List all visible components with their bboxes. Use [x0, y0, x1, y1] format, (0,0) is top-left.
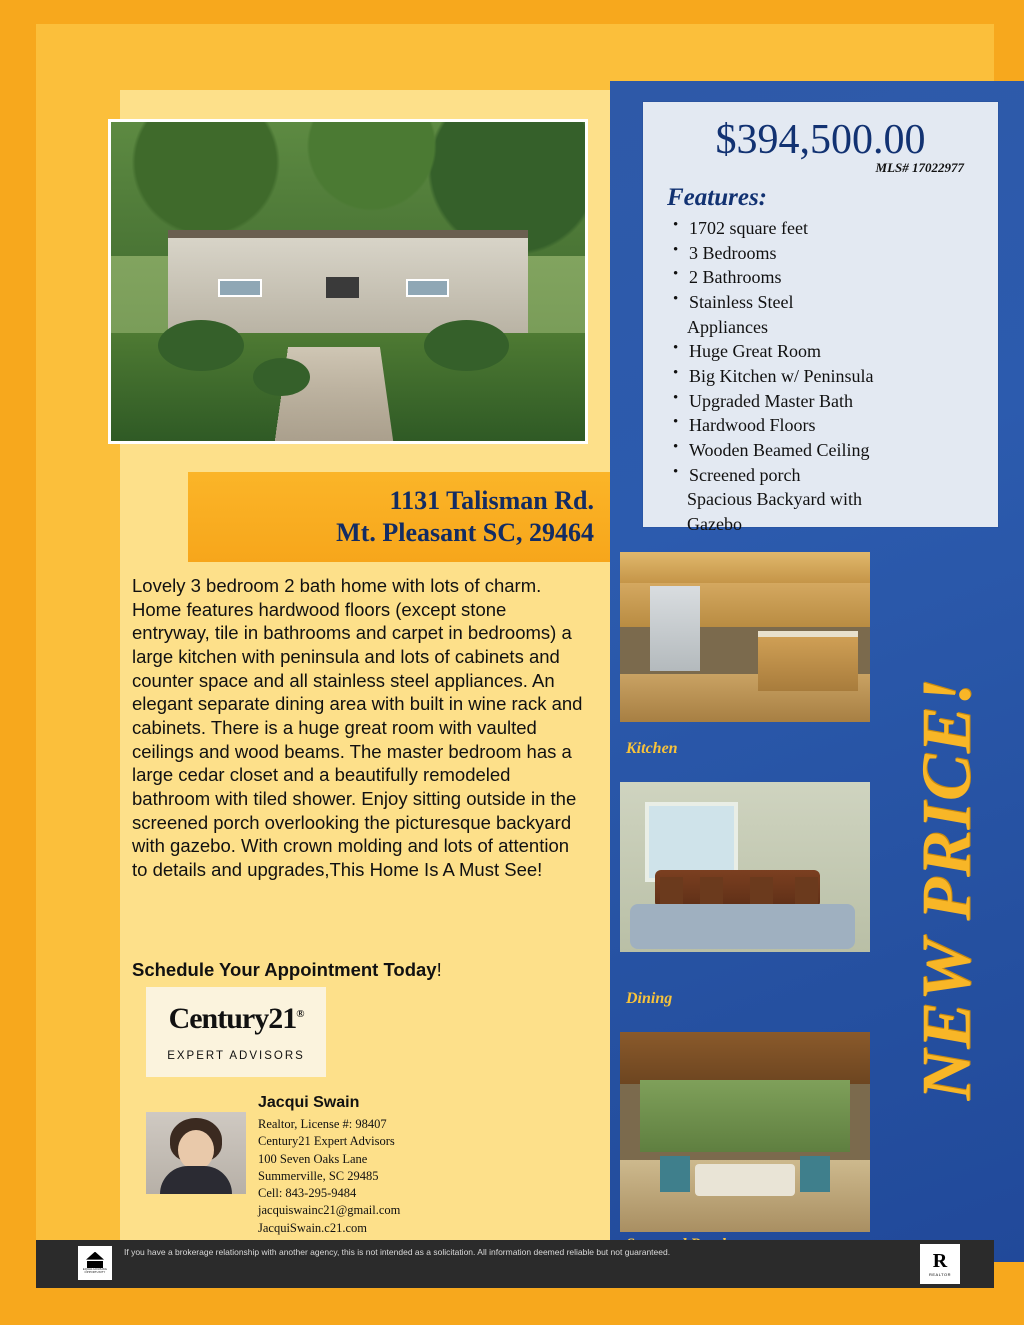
agent-line-2: 100 Seven Oaks Lane	[258, 1151, 368, 1166]
realtor-mark: R	[932, 1250, 948, 1272]
eho-label: EQUAL HOUSING OPPORTUNITY	[82, 1267, 108, 1274]
equal-housing-icon	[78, 1246, 112, 1280]
dining-caption: Dining	[626, 990, 673, 1007]
agent-info	[258, 1094, 518, 1237]
features-list	[643, 216, 998, 537]
address-line-1: 1131 Talisman Rd.	[389, 485, 594, 515]
agent-line-3: Summerville, SC 29485	[258, 1168, 379, 1183]
address-line-2: Mt. Pleasant SC, 29464	[336, 518, 594, 547]
dining-photo	[620, 782, 870, 952]
realtor-label: REALTOR	[928, 1272, 952, 1277]
feature-item: • Upgraded Master Bath	[673, 389, 998, 414]
agent-line-1: Century21 Expert Advisors	[258, 1134, 395, 1149]
footer-disclaimer: If you have a brokerage relationship with another agency, this is not intended as a solicitation. All information deemed reliable but not guaranteed.	[124, 1247, 671, 1257]
feature-item: • Hardwood Floors	[673, 413, 998, 438]
call-to-action	[132, 959, 584, 981]
kitchen-photo	[620, 552, 870, 722]
agent-website[interactable]: JacquiSwain.c21.com	[258, 1220, 368, 1235]
new-price-text: NEW PRICE!	[909, 677, 986, 1101]
flyer-inner-frame	[36, 24, 994, 1262]
screened-porch-photo	[620, 1032, 870, 1232]
front-exterior-photo	[108, 119, 588, 444]
feature-item: • 1702 square feet	[673, 216, 998, 241]
agent-photo	[146, 1112, 246, 1194]
century21-logo	[146, 987, 326, 1077]
new-price-banner	[888, 539, 1008, 1239]
realtor-icon	[920, 1244, 960, 1284]
address-banner	[188, 472, 610, 562]
property-description: Lovely 3 bedroom 2 bath home with lots of charm. Home features hardwood floors (except stone entryway, tile in bathrooms and carpet in bedrooms) a large kitchen with peninsula and lots of cabinets and counter space and all stainless steel appliances. An elegant separate dining area with built in wine rack and cabinets. There is a huge great room with vaulted ceilings and wood beams. The master bedroom has a large cedar closet and a beautifully remodeled bathroom with tiled shower. Enjoy sitting outside in the screened porch overlooking the picturesque backyard with gazebo. With crown molding and lots of attention to details and upgrades,This Home Is A Must See!	[132, 575, 583, 881]
cta-bold: Schedule Your Appointment Today	[132, 959, 437, 980]
features-title: Features:	[667, 184, 767, 211]
feature-item-cont: Appliances	[687, 316, 768, 337]
feature-item: • 2 Bathrooms	[673, 265, 998, 290]
feature-item-cont: Spacious Backyard with	[687, 489, 862, 510]
agent-name: Jacqui Swain	[258, 1094, 360, 1111]
feature-item: • Wooden Beamed Ceiling	[673, 438, 998, 463]
feature-item: • Huge Great Room	[673, 339, 998, 364]
feature-item: • Big Kitchen w/ Peninsula	[673, 364, 998, 389]
agent-phone: Cell: 843-295-9484	[258, 1186, 357, 1200]
mls-number: MLS# 17022977	[875, 160, 964, 175]
logo-subtitle: EXPERT ADVISORS	[167, 1050, 305, 1062]
feature-item: • 3 Bedrooms	[673, 241, 998, 266]
feature-item-cont: Gazebo	[687, 513, 742, 534]
feature-item: • Stainless Steel	[673, 290, 998, 315]
agent-email[interactable]: jacquiswainc21@gmail.com	[258, 1203, 401, 1218]
kitchen-caption: Kitchen	[626, 740, 678, 757]
feature-item: • Screened porch	[673, 463, 998, 488]
agent-line-0: Realtor, License #: 98407	[258, 1117, 387, 1131]
price-features-box	[643, 102, 998, 534]
logo-wordmark: Century21®	[168, 1002, 304, 1035]
price-value: $394,500.00	[715, 117, 926, 163]
cta-tail: !	[436, 959, 442, 980]
